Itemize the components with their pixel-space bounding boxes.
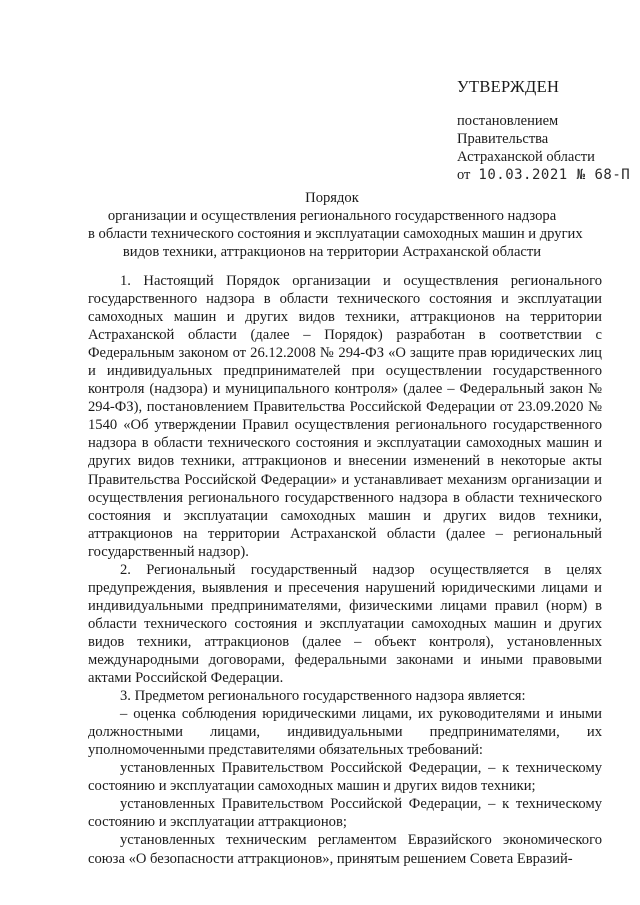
- paragraph-2: 2. Региональный государственный надзор осуществляется в целях предупреждения, выявления и пресечения нарушений юридическими лицами и индивидуальными предпринимателями, физическими лицами правил (норм) в области технического состояния и эксплуатации самоходных машин и других видов техники, аттракционов (далее – объект контроля), установленных международными договорами, федеральными законами и иными правовыми актами Российской Федерации.: [88, 561, 602, 687]
- approval-line: Астраханской области: [457, 149, 595, 165]
- approval-heading: УТВЕРЖДЕН: [457, 77, 560, 96]
- title-line: видов техники, аттракционов на территории Астраханской области: [122, 244, 542, 260]
- title-line: в области технического состояния и эксплуатации самоходных машин и других: [88, 226, 583, 242]
- title-line: Порядок: [305, 190, 359, 206]
- paragraph-3-subitem: установленных техническим регламентом Евразийского экономического союза «О безопасности аттракционов», принятым решением Совета Евразий-: [88, 832, 602, 867]
- handwritten-date: 10.03.2021 № 68-П: [478, 167, 631, 183]
- approval-date: [457, 166, 632, 184]
- approval-line: Правительства: [457, 131, 549, 147]
- paragraph-1: 1. Настоящий Порядок организации и осуществления регионального государственного надзора в области технического состояния и эксплуатации самоходных машин и других видов техники, аттракционов на территории Астраханской области (далее – Порядок) разработан в соответствии с Федеральным законом от 26.12.2008 № 294-ФЗ «О защите прав юридических лиц и индивидуальных предпринимателей при осуществлении государственного контроля (надзора) и муниципального контроля» (далее – Федеральный закон № 294-ФЗ), постановлением Правительства Российской Федерации от 23.09.2020 № 1540 «Об утверждении Правил осуществления регионального государственного надзора в области технического состояния и эксплуатации самоходных машин и других видов техники, аттракционов и внесении изменений в некоторые акты Правительства Российской Федерации» и устанавливает механизм организации и осуществления регионального государственного надзора в области технического состояния и эксплуатации самоходных машин и других видов техники, аттракционов на территории Астраханской области (далее – региональный государственный надзор).: [88, 273, 602, 560]
- approval-line: постановлением: [457, 113, 559, 129]
- paragraph-3-subitem: установленных Правительством Российской Федерации, – к техническому состоянию и эксплуатации аттракционов;: [88, 796, 602, 831]
- date-prefix: от: [457, 167, 471, 183]
- paragraph-3: 3. Предметом регионального государственного надзора является:: [120, 688, 526, 705]
- paragraph-3-subitem: установленных Правительством Российской Федерации, – к техническому состоянию и эксплуатации самоходных машин и других видов техники;: [88, 760, 602, 795]
- document-title: [88, 189, 583, 261]
- paragraph-3-item: – оценка соблюдения юридическими лицами, их руководителями и иными должностными лицами, индивидуальными предпринимателями, их уполномоченными представителями обязательных требований:: [88, 706, 602, 759]
- approval-stamp: [457, 78, 632, 184]
- document-body: [88, 272, 602, 868]
- title-line: организации и осуществления регионального государственного надзора: [107, 208, 557, 224]
